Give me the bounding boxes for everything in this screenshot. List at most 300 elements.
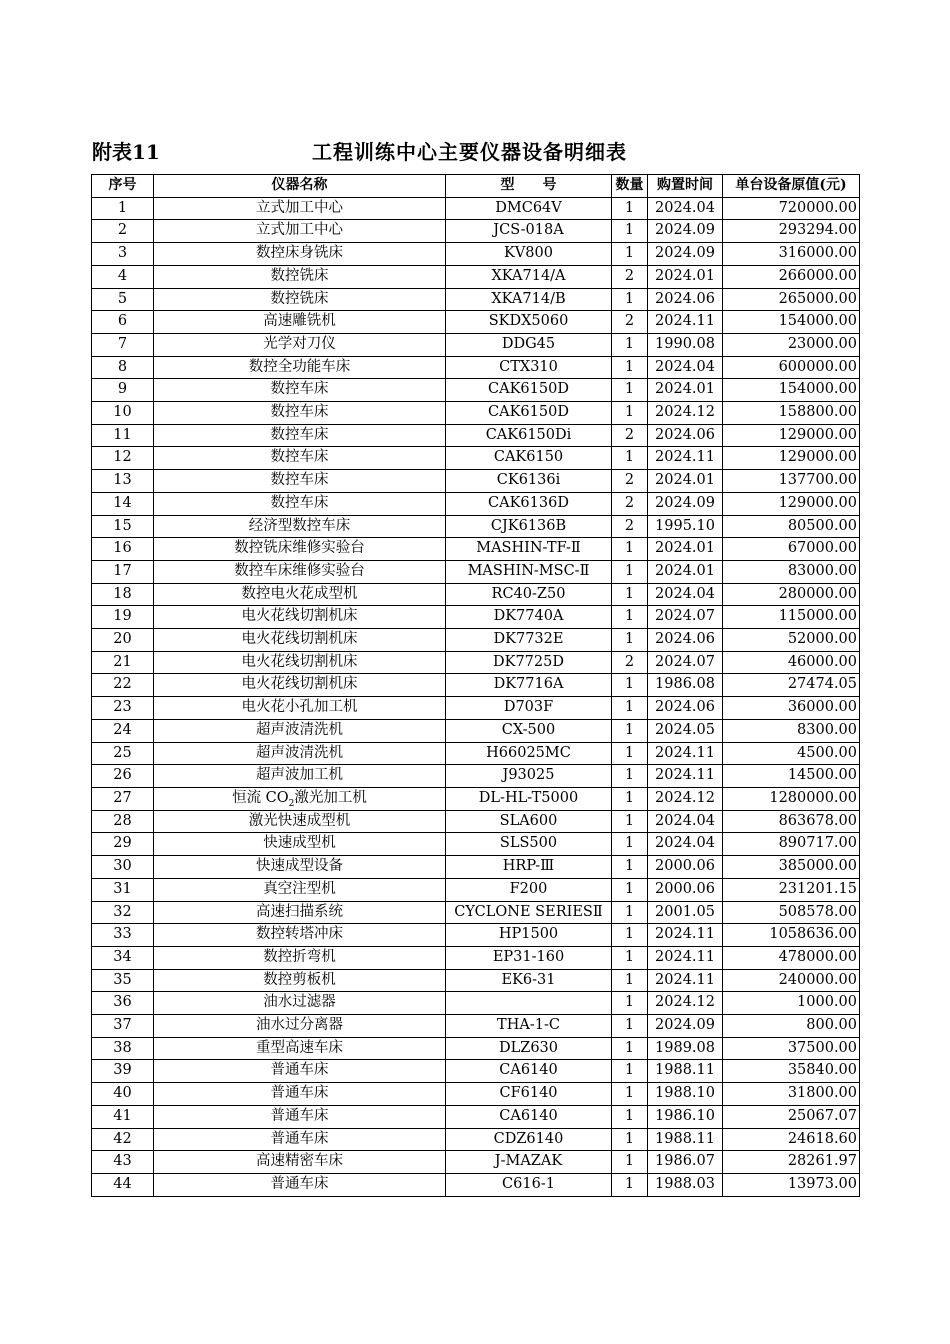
cell-index: 8 — [92, 356, 154, 379]
cell-name: 数控电火花成型机 — [154, 583, 446, 606]
cell-index: 12 — [92, 447, 154, 470]
table-row — [92, 719, 860, 742]
table-row — [92, 356, 860, 379]
cell-unit-value: 31800.00 — [723, 1083, 860, 1106]
cell-index: 26 — [92, 765, 154, 788]
cell-purchase-date: 2024.04 — [648, 810, 723, 833]
cell-model: SKDX5060 — [446, 311, 612, 334]
cell-purchase-date: 2024.09 — [648, 220, 723, 243]
cell-purchase-date: 2000.06 — [648, 878, 723, 901]
table-row — [92, 924, 860, 947]
cell-model: DK7732E — [446, 629, 612, 652]
cell-purchase-date: 2024.04 — [648, 583, 723, 606]
cell-index: 6 — [92, 311, 154, 334]
cell-index: 19 — [92, 606, 154, 629]
table-row — [92, 265, 860, 288]
cell-quantity: 1 — [612, 1128, 648, 1151]
cell-unit-value: 890717.00 — [723, 833, 860, 856]
cell-unit-value: 25067.07 — [723, 1105, 860, 1128]
cell-unit-value: 52000.00 — [723, 629, 860, 652]
table-row — [92, 1128, 860, 1151]
cell-name: 普通车床 — [154, 1173, 446, 1196]
cell-name: 光学对刀仪 — [154, 333, 446, 356]
cell-model: THA-1-C — [446, 1015, 612, 1038]
cell-model: CF6140 — [446, 1083, 612, 1106]
cell-model: KV800 — [446, 243, 612, 266]
cell-index: 18 — [92, 583, 154, 606]
cell-purchase-date: 1995.10 — [648, 515, 723, 538]
cell-name: 快速成型设备 — [154, 856, 446, 879]
cell-quantity: 1 — [612, 697, 648, 720]
cell-unit-value: 28261.97 — [723, 1151, 860, 1174]
cell-name: 电火花线切割机床 — [154, 651, 446, 674]
table-row — [92, 992, 860, 1015]
cell-index: 13 — [92, 470, 154, 493]
cell-quantity: 1 — [612, 719, 648, 742]
cell-name: 电火花小孔加工机 — [154, 697, 446, 720]
name-part-after: 激光加工机 — [294, 789, 367, 806]
cell-purchase-date: 1989.08 — [648, 1037, 723, 1060]
cell-model: CJK6136B — [446, 515, 612, 538]
cell-name: 普通车床 — [154, 1105, 446, 1128]
cell-index: 1 — [92, 197, 154, 220]
cell-quantity: 2 — [612, 651, 648, 674]
cell-index: 9 — [92, 379, 154, 402]
table-row — [92, 1083, 860, 1106]
cell-quantity: 1 — [612, 447, 648, 470]
cell-model: EK6-31 — [446, 969, 612, 992]
cell-unit-value: 293294.00 — [723, 220, 860, 243]
cell-index: 41 — [92, 1105, 154, 1128]
table-row — [92, 311, 860, 334]
cell-quantity: 1 — [612, 1015, 648, 1038]
cell-unit-value: 46000.00 — [723, 651, 860, 674]
cell-index: 36 — [92, 992, 154, 1015]
cell-unit-value: 478000.00 — [723, 946, 860, 969]
cell-purchase-date: 2024.09 — [648, 243, 723, 266]
cell-unit-value: 129000.00 — [723, 447, 860, 470]
cell-name: 快速成型机 — [154, 833, 446, 856]
cell-index: 44 — [92, 1173, 154, 1196]
cell-unit-value: 265000.00 — [723, 288, 860, 311]
table-row — [92, 606, 860, 629]
cell-model: CYCLONE SERIESⅡ — [446, 901, 612, 924]
cell-unit-value: 316000.00 — [723, 243, 860, 266]
cell-index: 34 — [92, 946, 154, 969]
cell-name: 数控铣床 — [154, 265, 446, 288]
cell-name: 真空注型机 — [154, 878, 446, 901]
cell-name: 超声波清洗机 — [154, 742, 446, 765]
cell-model: J-MAZAK — [446, 1151, 612, 1174]
cell-quantity: 1 — [612, 1060, 648, 1083]
cell-index: 15 — [92, 515, 154, 538]
table-row — [92, 878, 860, 901]
cell-model: SLA600 — [446, 810, 612, 833]
cell-unit-value: 129000.00 — [723, 492, 860, 515]
cell-name: 数控车床 — [154, 470, 446, 493]
cell-unit-value: 24618.60 — [723, 1128, 860, 1151]
cell-quantity: 1 — [612, 901, 648, 924]
cell-purchase-date: 2024.09 — [648, 1015, 723, 1038]
cell-purchase-date: 1986.08 — [648, 674, 723, 697]
cell-purchase-date: 2024.01 — [648, 265, 723, 288]
name-part-sub: 2 — [288, 798, 295, 809]
cell-unit-value: 385000.00 — [723, 856, 860, 879]
cell-quantity: 1 — [612, 924, 648, 947]
table-row — [92, 651, 860, 674]
cell-quantity: 1 — [612, 810, 648, 833]
table-row — [92, 447, 860, 470]
cell-unit-value: 36000.00 — [723, 697, 860, 720]
cell-unit-value: 600000.00 — [723, 356, 860, 379]
cell-unit-value: 23000.00 — [723, 333, 860, 356]
cell-model: CAK6150Di — [446, 424, 612, 447]
table-row — [92, 288, 860, 311]
table-row — [92, 833, 860, 856]
cell-model — [446, 992, 612, 1015]
cell-index: 23 — [92, 697, 154, 720]
cell-unit-value: 800.00 — [723, 1015, 860, 1038]
cell-model: SLS500 — [446, 833, 612, 856]
cell-name: 数控折弯机 — [154, 946, 446, 969]
table-row — [92, 492, 860, 515]
cell-model: HRP-Ⅲ — [446, 856, 612, 879]
cell-model: DK7740A — [446, 606, 612, 629]
cell-name: 普通车床 — [154, 1128, 446, 1151]
cell-unit-value: 720000.00 — [723, 197, 860, 220]
cell-purchase-date: 2000.06 — [648, 856, 723, 879]
document-title — [92, 136, 858, 166]
cell-index: 24 — [92, 719, 154, 742]
cell-unit-value: 280000.00 — [723, 583, 860, 606]
cell-model: H66025MC — [446, 742, 612, 765]
table-row — [92, 197, 860, 220]
header-purchase-date: 购置时间 — [648, 175, 723, 198]
cell-quantity: 1 — [612, 946, 648, 969]
cell-model: C616-1 — [446, 1173, 612, 1196]
cell-purchase-date: 2024.07 — [648, 606, 723, 629]
cell-unit-value: 1058636.00 — [723, 924, 860, 947]
cell-index: 17 — [92, 560, 154, 583]
cell-purchase-date: 2024.07 — [648, 651, 723, 674]
cell-model: CAK6150 — [446, 447, 612, 470]
cell-index: 21 — [92, 651, 154, 674]
table-row — [92, 969, 860, 992]
cell-index: 39 — [92, 1060, 154, 1083]
page-title: 工程训练中心主要仪器设备明细表 — [312, 140, 627, 164]
cell-unit-value: 1000.00 — [723, 992, 860, 1015]
cell-unit-value: 80500.00 — [723, 515, 860, 538]
cell-quantity: 1 — [612, 220, 648, 243]
cell-purchase-date: 2024.12 — [648, 787, 723, 810]
cell-index: 7 — [92, 333, 154, 356]
table-row — [92, 220, 860, 243]
cell-model: EP31-160 — [446, 946, 612, 969]
cell-purchase-date: 2024.04 — [648, 833, 723, 856]
cell-purchase-date: 2024.11 — [648, 924, 723, 947]
cell-name: 电火花线切割机床 — [154, 606, 446, 629]
table-row — [92, 697, 860, 720]
cell-unit-value: 154000.00 — [723, 311, 860, 334]
cell-index: 35 — [92, 969, 154, 992]
cell-quantity: 1 — [612, 878, 648, 901]
cell-index: 40 — [92, 1083, 154, 1106]
cell-purchase-date: 2001.05 — [648, 901, 723, 924]
cell-quantity: 1 — [612, 333, 648, 356]
cell-quantity: 1 — [612, 1105, 648, 1128]
cell-index: 32 — [92, 901, 154, 924]
cell-unit-value: 158800.00 — [723, 402, 860, 425]
table-row — [92, 1037, 860, 1060]
cell-quantity: 1 — [612, 1037, 648, 1060]
cell-quantity: 1 — [612, 356, 648, 379]
cell-purchase-date: 2024.01 — [648, 470, 723, 493]
table-header-row — [92, 175, 860, 198]
cell-quantity: 1 — [612, 856, 648, 879]
cell-model: F200 — [446, 878, 612, 901]
cell-index: 43 — [92, 1151, 154, 1174]
cell-name: 高速扫描系统 — [154, 901, 446, 924]
cell-name: 高速精密车床 — [154, 1151, 446, 1174]
cell-purchase-date: 2024.05 — [648, 719, 723, 742]
table-row — [92, 538, 860, 561]
cell-quantity: 2 — [612, 265, 648, 288]
table-row — [92, 333, 860, 356]
cell-quantity: 1 — [612, 674, 648, 697]
cell-index: 33 — [92, 924, 154, 947]
cell-purchase-date: 2024.11 — [648, 969, 723, 992]
cell-name — [154, 787, 446, 810]
cell-index: 38 — [92, 1037, 154, 1060]
cell-index: 20 — [92, 629, 154, 652]
cell-model: CAK6150D — [446, 379, 612, 402]
cell-unit-value: 154000.00 — [723, 379, 860, 402]
table-row — [92, 379, 860, 402]
cell-index: 10 — [92, 402, 154, 425]
cell-unit-value: 508578.00 — [723, 901, 860, 924]
cell-index: 3 — [92, 243, 154, 266]
table-row — [92, 402, 860, 425]
cell-index: 22 — [92, 674, 154, 697]
cell-unit-value: 266000.00 — [723, 265, 860, 288]
cell-model: HP1500 — [446, 924, 612, 947]
cell-purchase-date: 1988.10 — [648, 1083, 723, 1106]
cell-quantity: 2 — [612, 311, 648, 334]
cell-unit-value: 231201.15 — [723, 878, 860, 901]
cell-model: CDZ6140 — [446, 1128, 612, 1151]
table-row — [92, 583, 860, 606]
cell-name: 数控床身铣床 — [154, 243, 446, 266]
cell-quantity: 1 — [612, 560, 648, 583]
header-unit-value: 单台设备原值(元) — [723, 175, 860, 198]
cell-purchase-date: 2024.11 — [648, 447, 723, 470]
cell-purchase-date: 2024.01 — [648, 538, 723, 561]
cell-name: 普通车床 — [154, 1083, 446, 1106]
cell-purchase-date: 2024.11 — [648, 765, 723, 788]
cell-model: DDG45 — [446, 333, 612, 356]
cell-index: 4 — [92, 265, 154, 288]
cell-model: RC40-Z50 — [446, 583, 612, 606]
cell-model: XKA714/A — [446, 265, 612, 288]
table-row — [92, 470, 860, 493]
cell-index: 16 — [92, 538, 154, 561]
table-body — [92, 197, 860, 1196]
table-row — [92, 810, 860, 833]
cell-index: 28 — [92, 810, 154, 833]
cell-name: 电火花线切割机床 — [154, 674, 446, 697]
cell-model: DL-HL-T5000 — [446, 787, 612, 810]
cell-unit-value: 1280000.00 — [723, 787, 860, 810]
header-name: 仪器名称 — [154, 175, 446, 198]
cell-purchase-date: 1986.10 — [648, 1105, 723, 1128]
cell-unit-value: 240000.00 — [723, 969, 860, 992]
cell-name: 经济型数控车床 — [154, 515, 446, 538]
cell-purchase-date: 2024.11 — [648, 742, 723, 765]
cell-purchase-date: 2024.04 — [648, 356, 723, 379]
cell-index: 37 — [92, 1015, 154, 1038]
table-row — [92, 787, 860, 810]
cell-purchase-date: 2024.01 — [648, 560, 723, 583]
cell-name: 数控车床 — [154, 379, 446, 402]
cell-model: DLZ630 — [446, 1037, 612, 1060]
cell-name: 数控车床 — [154, 424, 446, 447]
cell-model: CA6140 — [446, 1105, 612, 1128]
cell-purchase-date: 1988.11 — [648, 1060, 723, 1083]
cell-model: CX-500 — [446, 719, 612, 742]
cell-quantity: 1 — [612, 765, 648, 788]
table-row — [92, 560, 860, 583]
cell-quantity: 2 — [612, 515, 648, 538]
cell-purchase-date: 2024.06 — [648, 629, 723, 652]
cell-quantity: 1 — [612, 992, 648, 1015]
cell-unit-value: 37500.00 — [723, 1037, 860, 1060]
cell-model: DK7716A — [446, 674, 612, 697]
cell-unit-value: 8300.00 — [723, 719, 860, 742]
cell-purchase-date: 2024.12 — [648, 992, 723, 1015]
cell-name: 数控剪板机 — [154, 969, 446, 992]
equipment-table — [91, 174, 860, 1197]
cell-purchase-date: 2024.04 — [648, 197, 723, 220]
cell-index: 2 — [92, 220, 154, 243]
cell-name: 数控车床 — [154, 447, 446, 470]
cell-model: CA6140 — [446, 1060, 612, 1083]
cell-unit-value: 129000.00 — [723, 424, 860, 447]
cell-model: XKA714/B — [446, 288, 612, 311]
cell-purchase-date: 2024.06 — [648, 288, 723, 311]
table-row — [92, 515, 860, 538]
cell-quantity: 2 — [612, 492, 648, 515]
cell-index: 31 — [92, 878, 154, 901]
table-row — [92, 901, 860, 924]
cell-quantity: 1 — [612, 742, 648, 765]
cell-quantity: 1 — [612, 583, 648, 606]
cell-purchase-date: 1988.11 — [648, 1128, 723, 1151]
table-row — [92, 674, 860, 697]
cell-quantity: 1 — [612, 243, 648, 266]
cell-model: J93025 — [446, 765, 612, 788]
cell-unit-value: 4500.00 — [723, 742, 860, 765]
cell-name: 数控全功能车床 — [154, 356, 446, 379]
cell-purchase-date: 2024.11 — [648, 946, 723, 969]
cell-quantity: 1 — [612, 629, 648, 652]
cell-quantity: 1 — [612, 1151, 648, 1174]
cell-name: 重型高速车床 — [154, 1037, 446, 1060]
table-row — [92, 1151, 860, 1174]
cell-quantity: 1 — [612, 197, 648, 220]
cell-model: JCS-018A — [446, 220, 612, 243]
cell-model: CK6136i — [446, 470, 612, 493]
cell-name: 立式加工中心 — [154, 220, 446, 243]
cell-quantity: 1 — [612, 606, 648, 629]
cell-model: CTX310 — [446, 356, 612, 379]
cell-unit-value: 35840.00 — [723, 1060, 860, 1083]
cell-model: DMC64V — [446, 197, 612, 220]
cell-quantity: 1 — [612, 379, 648, 402]
cell-purchase-date: 2024.06 — [648, 424, 723, 447]
table-row — [92, 629, 860, 652]
cell-index: 42 — [92, 1128, 154, 1151]
cell-quantity: 1 — [612, 288, 648, 311]
cell-unit-value: 863678.00 — [723, 810, 860, 833]
cell-purchase-date: 2024.12 — [648, 402, 723, 425]
table-row — [92, 243, 860, 266]
cell-purchase-date: 2024.01 — [648, 379, 723, 402]
cell-name: 超声波清洗机 — [154, 719, 446, 742]
table-row — [92, 765, 860, 788]
cell-purchase-date: 2024.06 — [648, 697, 723, 720]
cell-unit-value: 83000.00 — [723, 560, 860, 583]
cell-unit-value: 67000.00 — [723, 538, 860, 561]
cell-name: 电火花线切割机床 — [154, 629, 446, 652]
cell-name: 数控转塔冲床 — [154, 924, 446, 947]
cell-quantity: 1 — [612, 1083, 648, 1106]
cell-purchase-date: 1986.07 — [648, 1151, 723, 1174]
cell-quantity: 1 — [612, 787, 648, 810]
header-model: 型 号 — [446, 175, 612, 198]
cell-name: 数控车床 — [154, 402, 446, 425]
cell-index: 14 — [92, 492, 154, 515]
table-row — [92, 742, 860, 765]
cell-quantity: 1 — [612, 833, 648, 856]
cell-purchase-date: 2024.09 — [648, 492, 723, 515]
cell-name: 数控铣床 — [154, 288, 446, 311]
cell-unit-value: 137700.00 — [723, 470, 860, 493]
table-row — [92, 946, 860, 969]
cell-name: 高速雕铣机 — [154, 311, 446, 334]
cell-model: DK7725D — [446, 651, 612, 674]
cell-index: 11 — [92, 424, 154, 447]
cell-quantity: 1 — [612, 402, 648, 425]
cell-name: 数控车床 — [154, 492, 446, 515]
cell-index: 29 — [92, 833, 154, 856]
cell-unit-value: 13973.00 — [723, 1173, 860, 1196]
cell-purchase-date: 2024.11 — [648, 311, 723, 334]
cell-index: 27 — [92, 787, 154, 810]
cell-model: CAK6150D — [446, 402, 612, 425]
cell-name: 数控车床维修实验台 — [154, 560, 446, 583]
table-row — [92, 1105, 860, 1128]
cell-unit-value: 14500.00 — [723, 765, 860, 788]
cell-unit-value: 27474.05 — [723, 674, 860, 697]
table-row — [92, 1060, 860, 1083]
header-index: 序号 — [92, 175, 154, 198]
cell-name: 普通车床 — [154, 1060, 446, 1083]
cell-name: 立式加工中心 — [154, 197, 446, 220]
header-quantity: 数量 — [612, 175, 648, 198]
name-part-before: 恒流 CO — [232, 789, 289, 806]
table-row — [92, 424, 860, 447]
cell-quantity: 1 — [612, 538, 648, 561]
